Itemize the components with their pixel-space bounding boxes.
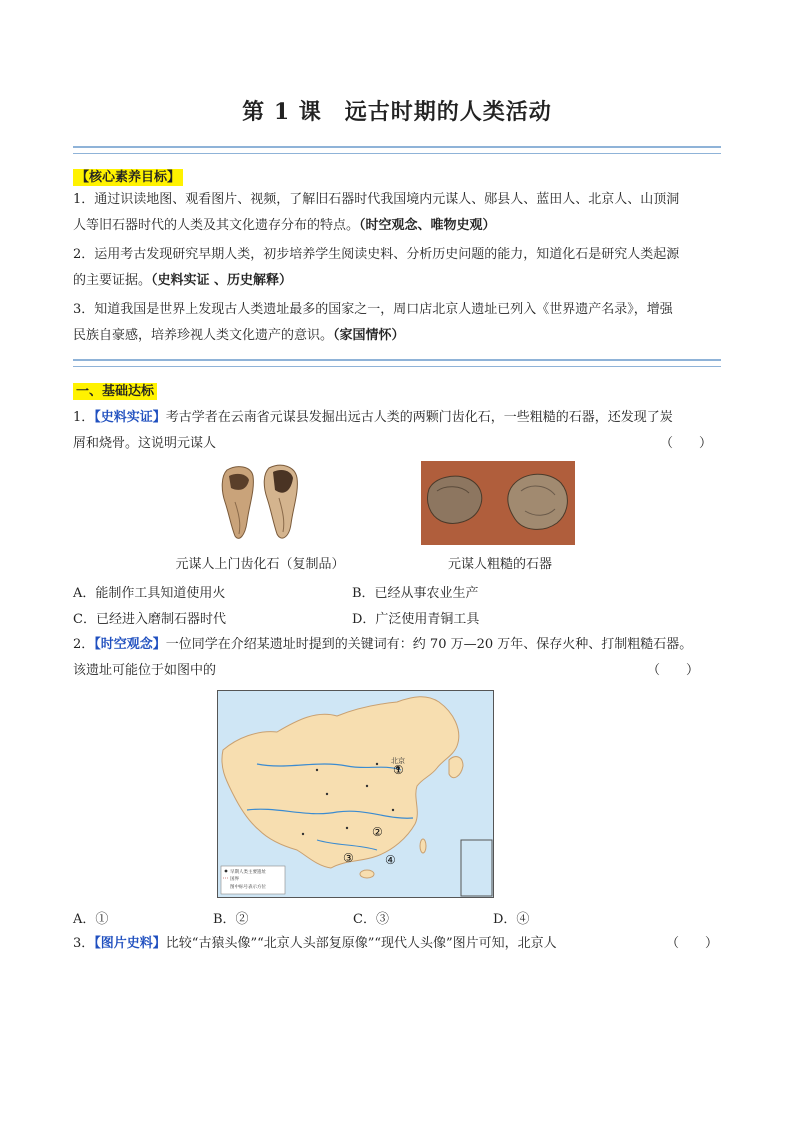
answer-paren: （ ） bbox=[660, 436, 713, 451]
option-c[interactable]: C．③ bbox=[353, 912, 389, 927]
teeth-caption: 元谋人上门齿化石（复制品） bbox=[175, 557, 345, 572]
option-b[interactable]: B．② bbox=[213, 912, 249, 927]
legend-site-icon bbox=[225, 870, 228, 873]
map-label-beijing: 北京 bbox=[391, 757, 405, 765]
option-d[interactable]: D．广泛使用青铜工具 bbox=[352, 612, 480, 627]
core-goals-heading bbox=[73, 166, 183, 185]
divider bbox=[73, 359, 721, 367]
option-a[interactable]: A．能制作工具知道使用火 bbox=[73, 586, 226, 601]
legend-sites: 早期人类主要遗址 bbox=[230, 870, 266, 875]
map-marker-4: ④ bbox=[385, 853, 396, 867]
core-goal-2: 2．运用考古发现研究早期人类，初步培养学生阅读史料、分析历史问题的能力，知道化石是研究人类起源 的主要证据。（史料实证 、历史解释） bbox=[73, 247, 680, 288]
stone-tools-image bbox=[421, 461, 575, 545]
core-goal-1: 1．通过识读地图、观看图片、视频，了解旧石器时代我国境内元谋人、郧县人、蓝田人、北京人、山顶洞 人等旧石器时代的人类及其文化遗存分布的特点。（时空观念、唯物史观） bbox=[73, 192, 680, 233]
legend-border: 国界 bbox=[230, 877, 239, 882]
question-2: 2．【时空观念】一位同学在介绍某遗址时提到的关键词有：约 70 万—20 万年、保存火种、打制粗糙石器。 该遗址可能位于如图中的 bbox=[73, 637, 693, 678]
teeth-fossil-image bbox=[213, 462, 308, 544]
option-d[interactable]: D．④ bbox=[493, 912, 530, 927]
tools-caption: 元谋人粗糙的石器 bbox=[447, 557, 552, 572]
option-c[interactable]: C．已经进入磨制石器时代 bbox=[73, 612, 226, 627]
map-marker-1: ① bbox=[393, 763, 404, 777]
map-marker-3: ③ bbox=[343, 851, 354, 865]
question-1: 1．【史料实证】考古学者在云南省元谋县发掘出远古人类的两颗门齿化石，一些粗糙的石器，还发现了炭 屑和烧骨。这说明元谋人 bbox=[73, 410, 673, 451]
divider bbox=[73, 146, 721, 154]
core-goals-tag: 【核心素养目标】 bbox=[73, 169, 183, 186]
core-goal-3: 3．知道我国是世界上发现古人类遗址最多的国家之一，周口店北京人遗址已列入《世界遗产名录》，增强 民族自豪感，培养珍视人类文化遗产的意识。（家国情怀） bbox=[73, 302, 673, 343]
legend-note: 图中标号表示方位 bbox=[230, 885, 266, 890]
answer-paren: （ ） bbox=[666, 936, 719, 951]
option-a[interactable]: A．① bbox=[73, 912, 109, 927]
option-b[interactable]: B．已经从事农业生产 bbox=[352, 586, 479, 601]
china-map bbox=[217, 690, 494, 898]
answer-paren: （ ） bbox=[647, 663, 700, 678]
question-3: 3．【图片史料】比较“古猿头像”“北京人头部复原像”“现代人头像”图片可知，北京人 bbox=[73, 936, 557, 951]
map-marker-2: ② bbox=[372, 825, 383, 839]
section-basic-heading: 一、基础达标 bbox=[73, 380, 157, 399]
page-title: 第 1 课 远古时期的人类活动 bbox=[242, 99, 552, 125]
